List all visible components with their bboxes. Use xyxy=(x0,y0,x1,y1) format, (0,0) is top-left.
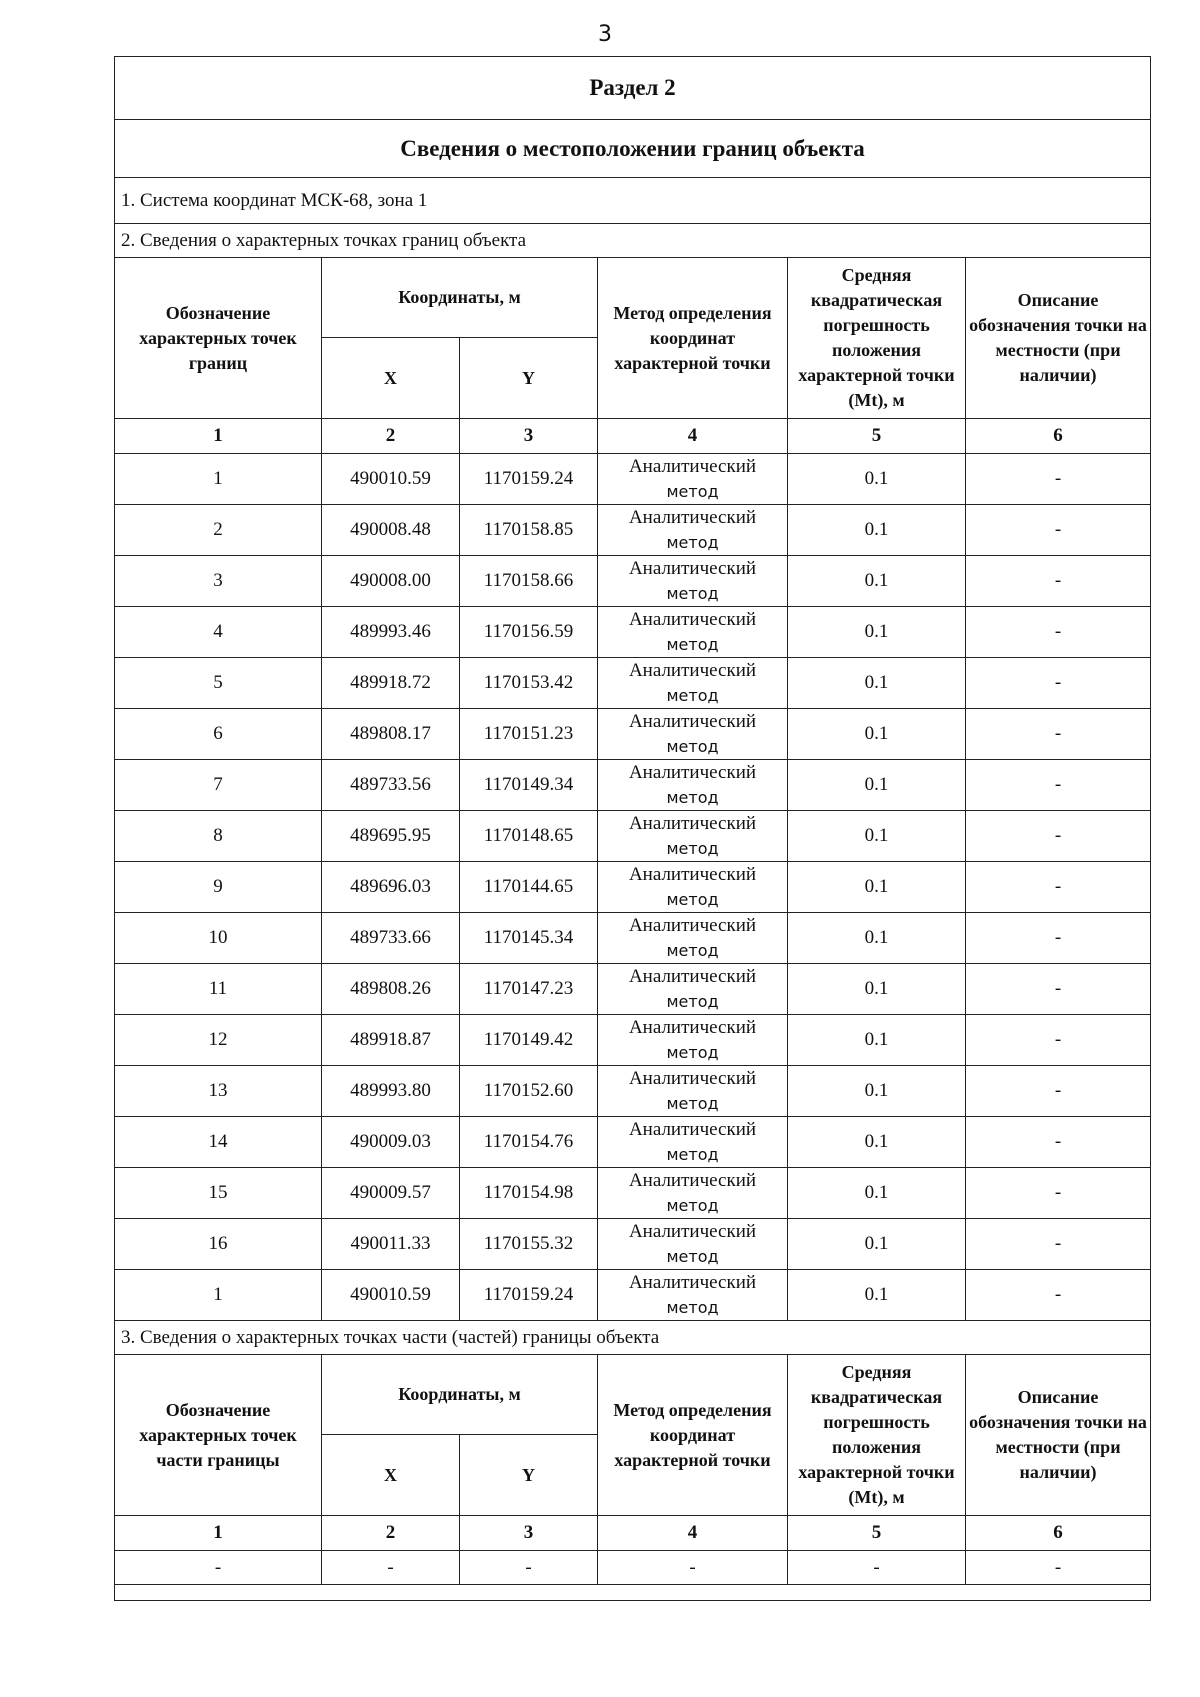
x-coordinate: 490009.57 xyxy=(322,1168,460,1219)
table-row xyxy=(115,1168,1151,1219)
column-number: 1 xyxy=(115,419,322,454)
mt-error: 0.1 xyxy=(788,607,966,658)
table-row xyxy=(115,505,1151,556)
point-id: 11 xyxy=(115,964,322,1015)
point-description: - xyxy=(966,505,1151,556)
mt-error: 0.1 xyxy=(788,658,966,709)
point-id: 3 xyxy=(115,556,322,607)
document-frame xyxy=(114,56,1150,1601)
point-description: - xyxy=(966,607,1151,658)
method-line-1: Аналитический xyxy=(628,507,757,528)
mt-error: 0.1 xyxy=(788,709,966,760)
column-number: 2 xyxy=(322,419,460,454)
parts-table-row xyxy=(115,1551,1151,1585)
y-coordinate: 1170159.24 xyxy=(460,1270,598,1321)
point-id: 1 xyxy=(115,1270,322,1321)
point-id: 4 xyxy=(115,607,322,658)
table-row xyxy=(115,913,1151,964)
point-description: - xyxy=(966,709,1151,760)
method-line-1: Аналитический xyxy=(628,660,757,681)
method xyxy=(598,556,788,607)
method-line-1: Аналитический xyxy=(628,1017,757,1038)
x-coordinate: 489918.87 xyxy=(322,1015,460,1066)
point-description: - xyxy=(966,1168,1151,1219)
mt-error: 0.1 xyxy=(788,862,966,913)
table-row xyxy=(115,862,1151,913)
method xyxy=(598,505,788,556)
method-line-2: метод xyxy=(666,584,719,603)
method-line-1: Аналитический xyxy=(628,1221,757,1242)
x-coordinate: 490010.59 xyxy=(322,454,460,505)
table-row xyxy=(115,709,1151,760)
table-row xyxy=(115,454,1151,505)
x-coordinate: 489733.56 xyxy=(322,760,460,811)
parts-header-point-label: Обозначение характерных точек части границы xyxy=(115,1355,322,1516)
points-heading: 2. Сведения о характерных точках границ объекта xyxy=(115,224,1151,258)
method xyxy=(598,607,788,658)
method-line-2: метод xyxy=(666,1094,719,1113)
mt-error: 0.1 xyxy=(788,913,966,964)
method-line-1: Аналитический xyxy=(628,456,757,477)
header-point-label: Обозначение характерных точек границ xyxy=(115,258,322,419)
table-spacer-cell xyxy=(115,1585,1151,1601)
y-coordinate: 1170144.65 xyxy=(460,862,598,913)
x-coordinate: 490009.03 xyxy=(322,1117,460,1168)
method xyxy=(598,709,788,760)
point-id: 14 xyxy=(115,1117,322,1168)
section-subtitle: Сведения о местоположении границ объекта xyxy=(115,120,1151,178)
y-coordinate: 1170158.66 xyxy=(460,556,598,607)
parts-point-id: - xyxy=(115,1551,322,1585)
y-coordinate: 1170154.98 xyxy=(460,1168,598,1219)
y-coordinate: 1170152.60 xyxy=(460,1066,598,1117)
mt-error: 0.1 xyxy=(788,1117,966,1168)
point-id: 12 xyxy=(115,1015,322,1066)
point-description: - xyxy=(966,862,1151,913)
y-coordinate: 1170158.85 xyxy=(460,505,598,556)
column-number: 3 xyxy=(460,419,598,454)
point-id: 10 xyxy=(115,913,322,964)
parts-mt: - xyxy=(788,1551,966,1585)
point-description: - xyxy=(966,1270,1151,1321)
y-coordinate: 1170155.32 xyxy=(460,1219,598,1270)
parts-column-number: 5 xyxy=(788,1516,966,1551)
method-line-2: метод xyxy=(666,1043,719,1062)
point-description: - xyxy=(966,1015,1151,1066)
parts-method: - xyxy=(598,1551,788,1585)
parts-header-x: X xyxy=(322,1435,460,1516)
y-coordinate: 1170145.34 xyxy=(460,913,598,964)
method-line-2: метод xyxy=(666,890,719,909)
y-coordinate: 1170154.76 xyxy=(460,1117,598,1168)
method-line-1: Аналитический xyxy=(628,1068,757,1089)
table-row xyxy=(115,1219,1151,1270)
method xyxy=(598,760,788,811)
x-coordinate: 489695.95 xyxy=(322,811,460,862)
mt-error: 0.1 xyxy=(788,454,966,505)
method-line-1: Аналитический xyxy=(628,966,757,987)
point-id: 8 xyxy=(115,811,322,862)
point-id: 5 xyxy=(115,658,322,709)
point-id: 15 xyxy=(115,1168,322,1219)
header-y: Y xyxy=(460,338,598,419)
method-line-2: метод xyxy=(666,992,719,1011)
y-coordinate: 1170156.59 xyxy=(460,607,598,658)
header-error: Средняя квадратическая погрешность положения характерной точки (Mt), м xyxy=(788,258,966,419)
table-spacer-row xyxy=(115,1585,1151,1601)
parts-header-error: Средняя квадратическая погрешность положения характерной точки (Mt), м xyxy=(788,1355,966,1516)
mt-error: 0.1 xyxy=(788,760,966,811)
mt-error: 0.1 xyxy=(788,556,966,607)
parts-header-coordinates: Координаты, м xyxy=(322,1355,598,1435)
parts-y: - xyxy=(460,1551,598,1585)
parts-column-number: 2 xyxy=(322,1516,460,1551)
method-line-1: Аналитический xyxy=(628,711,757,732)
point-id: 9 xyxy=(115,862,322,913)
method-line-1: Аналитический xyxy=(628,1119,757,1140)
parts-desc: - xyxy=(966,1551,1151,1585)
method xyxy=(598,862,788,913)
mt-error: 0.1 xyxy=(788,1219,966,1270)
table-row xyxy=(115,1066,1151,1117)
mt-error: 0.1 xyxy=(788,811,966,862)
parts-column-number: 4 xyxy=(598,1516,788,1551)
x-coordinate: 489918.72 xyxy=(322,658,460,709)
method-line-1: Аналитический xyxy=(628,762,757,783)
point-description: - xyxy=(966,556,1151,607)
parts-column-number: 3 xyxy=(460,1516,598,1551)
point-description: - xyxy=(966,913,1151,964)
method xyxy=(598,1168,788,1219)
point-description: - xyxy=(966,1117,1151,1168)
parts-x: - xyxy=(322,1551,460,1585)
table-row xyxy=(115,607,1151,658)
y-coordinate: 1170147.23 xyxy=(460,964,598,1015)
y-coordinate: 1170153.42 xyxy=(460,658,598,709)
table-row xyxy=(115,964,1151,1015)
table-row xyxy=(115,1270,1151,1321)
method-line-1: Аналитический xyxy=(628,864,757,885)
method xyxy=(598,964,788,1015)
method xyxy=(598,1015,788,1066)
page-number: 3 xyxy=(598,22,612,47)
x-coordinate: 489808.26 xyxy=(322,964,460,1015)
y-coordinate: 1170159.24 xyxy=(460,454,598,505)
point-id: 1 xyxy=(115,454,322,505)
x-coordinate: 489993.46 xyxy=(322,607,460,658)
method-line-1: Аналитический xyxy=(628,813,757,834)
parts-column-number: 6 xyxy=(966,1516,1151,1551)
mt-error: 0.1 xyxy=(788,964,966,1015)
y-coordinate: 1170149.34 xyxy=(460,760,598,811)
method-line-2: метод xyxy=(666,839,719,858)
point-description: - xyxy=(966,1066,1151,1117)
y-coordinate: 1170148.65 xyxy=(460,811,598,862)
point-id: 2 xyxy=(115,505,322,556)
x-coordinate: 490008.00 xyxy=(322,556,460,607)
method-line-2: метод xyxy=(666,1196,719,1215)
point-id: 13 xyxy=(115,1066,322,1117)
column-number: 4 xyxy=(598,419,788,454)
x-coordinate: 489993.80 xyxy=(322,1066,460,1117)
table-row xyxy=(115,1117,1151,1168)
method xyxy=(598,913,788,964)
point-description: - xyxy=(966,964,1151,1015)
method xyxy=(598,1270,788,1321)
point-description: - xyxy=(966,658,1151,709)
parts-header-y: Y xyxy=(460,1435,598,1516)
boundary-table xyxy=(114,56,1151,1601)
method-line-1: Аналитический xyxy=(628,558,757,579)
x-coordinate: 490011.33 xyxy=(322,1219,460,1270)
method-line-2: метод xyxy=(666,1145,719,1164)
method-line-2: метод xyxy=(666,788,719,807)
method-line-1: Аналитический xyxy=(628,1170,757,1191)
mt-error: 0.1 xyxy=(788,1066,966,1117)
header-coordinates: Координаты, м xyxy=(322,258,598,338)
method-line-2: метод xyxy=(666,533,719,552)
method-line-1: Аналитический xyxy=(628,915,757,936)
method xyxy=(598,811,788,862)
x-coordinate: 489696.03 xyxy=(322,862,460,913)
x-coordinate: 490010.59 xyxy=(322,1270,460,1321)
method-line-2: метод xyxy=(666,1247,719,1266)
point-id: 7 xyxy=(115,760,322,811)
method-line-2: метод xyxy=(666,635,719,654)
point-id: 6 xyxy=(115,709,322,760)
y-coordinate: 1170149.42 xyxy=(460,1015,598,1066)
method-line-1: Аналитический xyxy=(628,1272,757,1293)
x-coordinate: 490008.48 xyxy=(322,505,460,556)
method-line-2: метод xyxy=(666,737,719,756)
header-x: X xyxy=(322,338,460,419)
point-description: - xyxy=(966,760,1151,811)
header-method: Метод определения координат характерной точки xyxy=(598,258,788,419)
parts-header-method: Метод определения координат характерной точки xyxy=(598,1355,788,1516)
column-number: 5 xyxy=(788,419,966,454)
method-line-2: метод xyxy=(666,482,719,501)
mt-error: 0.1 xyxy=(788,505,966,556)
point-description: - xyxy=(966,811,1151,862)
header-description: Описание обозначения точки на местности (при наличии) xyxy=(966,258,1151,419)
method xyxy=(598,658,788,709)
method xyxy=(598,1066,788,1117)
point-description: - xyxy=(966,1219,1151,1270)
method xyxy=(598,1117,788,1168)
table-row xyxy=(115,658,1151,709)
mt-error: 0.1 xyxy=(788,1270,966,1321)
method-line-2: метод xyxy=(666,1298,719,1317)
parts-column-number: 1 xyxy=(115,1516,322,1551)
table-row xyxy=(115,811,1151,862)
x-coordinate: 489808.17 xyxy=(322,709,460,760)
table-row xyxy=(115,556,1151,607)
point-id: 16 xyxy=(115,1219,322,1270)
parts-header-description: Описание обозначения точки на местности (при наличии) xyxy=(966,1355,1151,1516)
point-description: - xyxy=(966,454,1151,505)
method xyxy=(598,454,788,505)
mt-error: 0.1 xyxy=(788,1168,966,1219)
method-line-2: метод xyxy=(666,686,719,705)
method-line-2: метод xyxy=(666,941,719,960)
y-coordinate: 1170151.23 xyxy=(460,709,598,760)
mt-error: 0.1 xyxy=(788,1015,966,1066)
method xyxy=(598,1219,788,1270)
x-coordinate: 489733.66 xyxy=(322,913,460,964)
table-row xyxy=(115,760,1151,811)
table-row xyxy=(115,1015,1151,1066)
section-title: Раздел 2 xyxy=(115,57,1151,120)
coordinate-system: 1. Система координат МСК-68, зона 1 xyxy=(115,178,1151,224)
method-line-1: Аналитический xyxy=(628,609,757,630)
column-number: 6 xyxy=(966,419,1151,454)
parts-heading: 3. Сведения о характерных точках части (частей) границы объекта xyxy=(115,1321,1151,1355)
